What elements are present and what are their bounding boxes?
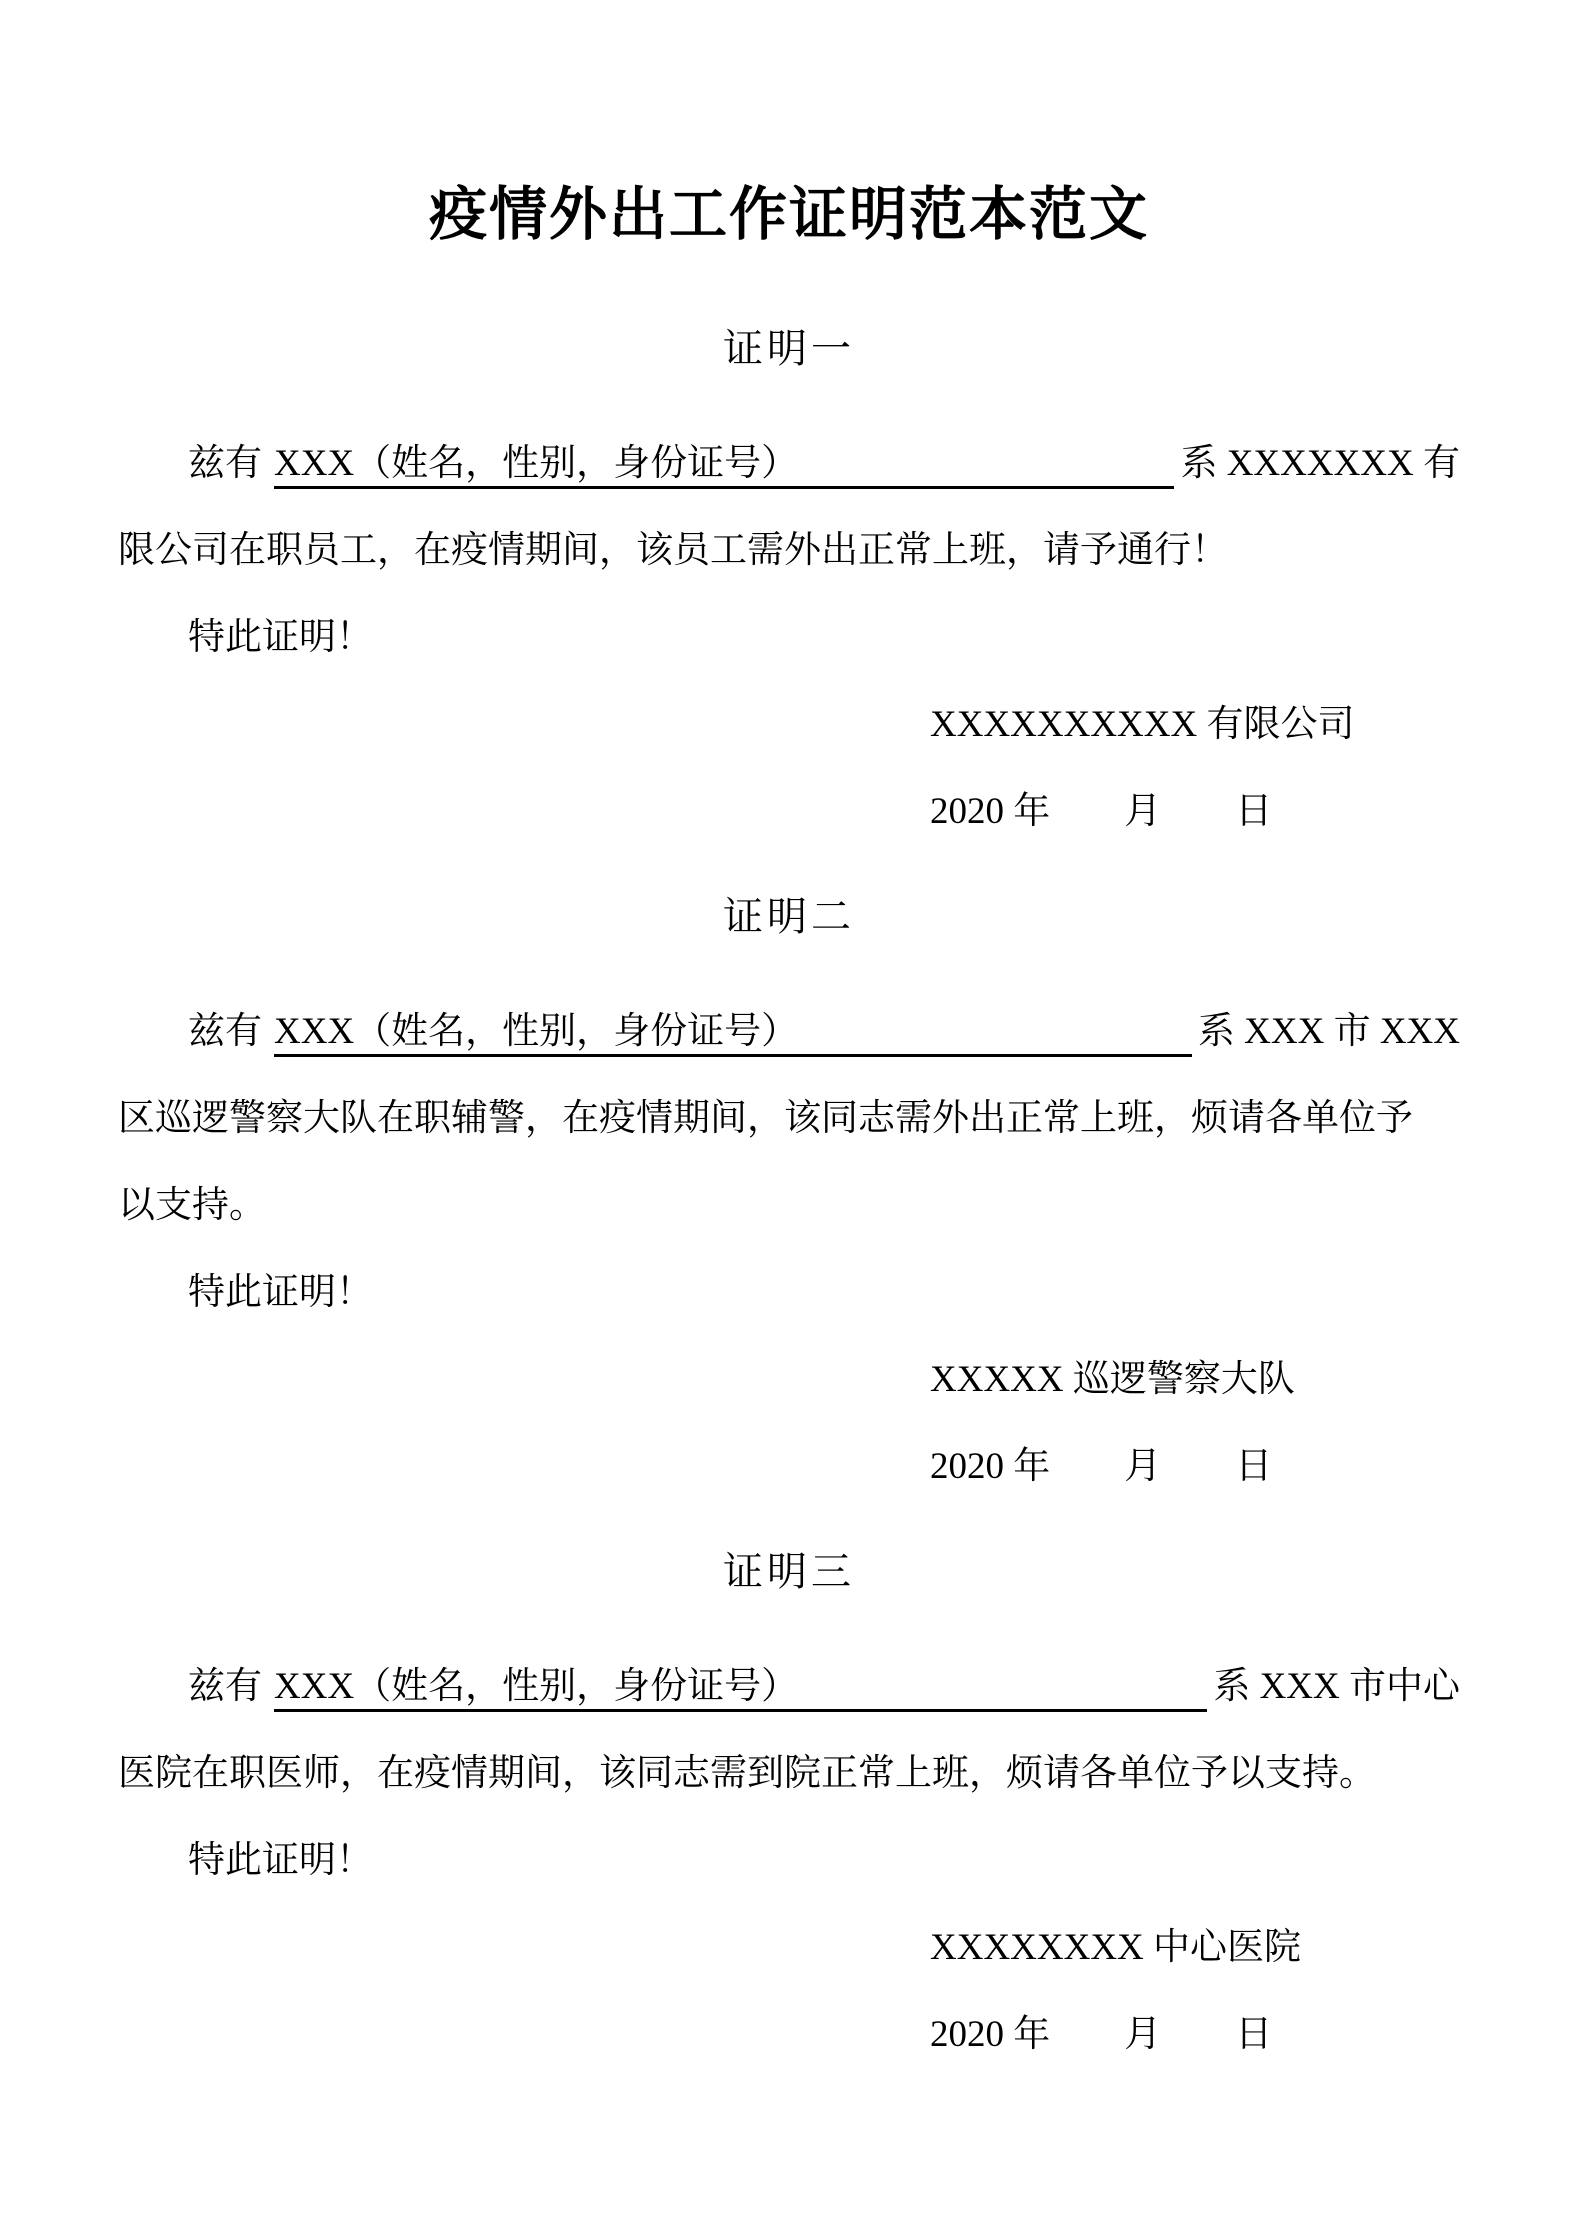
certificate-1-date-line: 2020 年 月 日 — [930, 791, 1273, 832]
certificate-1-heading: 证明一 — [723, 326, 855, 371]
certificate-2-intro-suffix: 系 XXX 市 XXX — [1197, 1011, 1460, 1052]
certificate-3-closing: 特此证明！ — [188, 1840, 373, 1881]
certificate-3-intro-prefix: 兹有 — [188, 1666, 262, 1707]
certificate-2-paragraph-line: 以支持。 — [118, 1185, 266, 1226]
document-title: 疫情外出工作证明范本范文 — [428, 182, 1149, 247]
certificate-3-date-line: 2020 年 月 日 — [930, 2014, 1273, 2055]
certificate-1-intro-prefix: 兹有 — [188, 443, 262, 484]
certificate-1-closing: 特此证明！ — [188, 617, 373, 658]
certificate-3-heading: 证明三 — [723, 1549, 855, 1594]
certificate-2-intro-prefix: 兹有 — [188, 1011, 262, 1052]
certificate-2-signature: XXXXX 巡逻警察大队 — [930, 1359, 1295, 1400]
certificate-3-underlined-placeholder: XXX（姓名，性别，身份证号） — [274, 1666, 799, 1707]
certificate-3-signature: XXXXXXXX 中心医院 — [930, 1927, 1302, 1968]
certificate-1-intro-line — [118, 420, 1460, 507]
certificate-1-underlined-placeholder: XXX（姓名，性别，身份证号） — [274, 443, 799, 484]
certificate-2-fill-in-blank — [274, 1010, 1192, 1057]
certificate-1-signature: XXXXXXXXXX 有限公司 — [930, 704, 1355, 745]
certificate-2-heading: 证明二 — [723, 894, 855, 939]
certificate-3-body — [118, 1643, 1460, 2078]
certificate-section-1 — [118, 305, 1460, 855]
certificate-2-date-line: 2020 年 月 日 — [930, 1446, 1273, 1487]
certificate-2-closing: 特此证明！ — [188, 1272, 373, 1313]
certificate-1-fill-in-blank — [274, 442, 1174, 489]
certificate-2-intro-line — [118, 988, 1460, 1075]
certificate-2-paragraph-line: 区巡逻警察大队在职辅警，在疫情期间，该同志需外出正常上班，烦请各单位予 — [118, 1098, 1413, 1139]
certificate-1-intro-suffix: 系 XXXXXXX 有 — [1180, 443, 1460, 484]
certificate-2-body — [118, 988, 1460, 1510]
certificate-3-fill-in-blank — [274, 1665, 1207, 1712]
certificate-2-underlined-placeholder: XXX（姓名，性别，身份证号） — [274, 1011, 799, 1052]
certificate-1-paragraph-line: 限公司在职员工，在疫情期间，该员工需外出正常上班，请予通行！ — [118, 530, 1228, 571]
certificate-1-body — [118, 420, 1460, 855]
certificate-section-3 — [118, 1528, 1460, 2078]
certificate-3-intro-line — [118, 1643, 1460, 1730]
certificate-3-intro-suffix: 系 XXX 市中心 — [1213, 1666, 1460, 1707]
certificate-section-2 — [118, 873, 1460, 1510]
certificate-3-paragraph-line: 医院在职医师，在疫情期间，该同志需到院正常上班，烦请各单位予以支持。 — [118, 1753, 1376, 1794]
